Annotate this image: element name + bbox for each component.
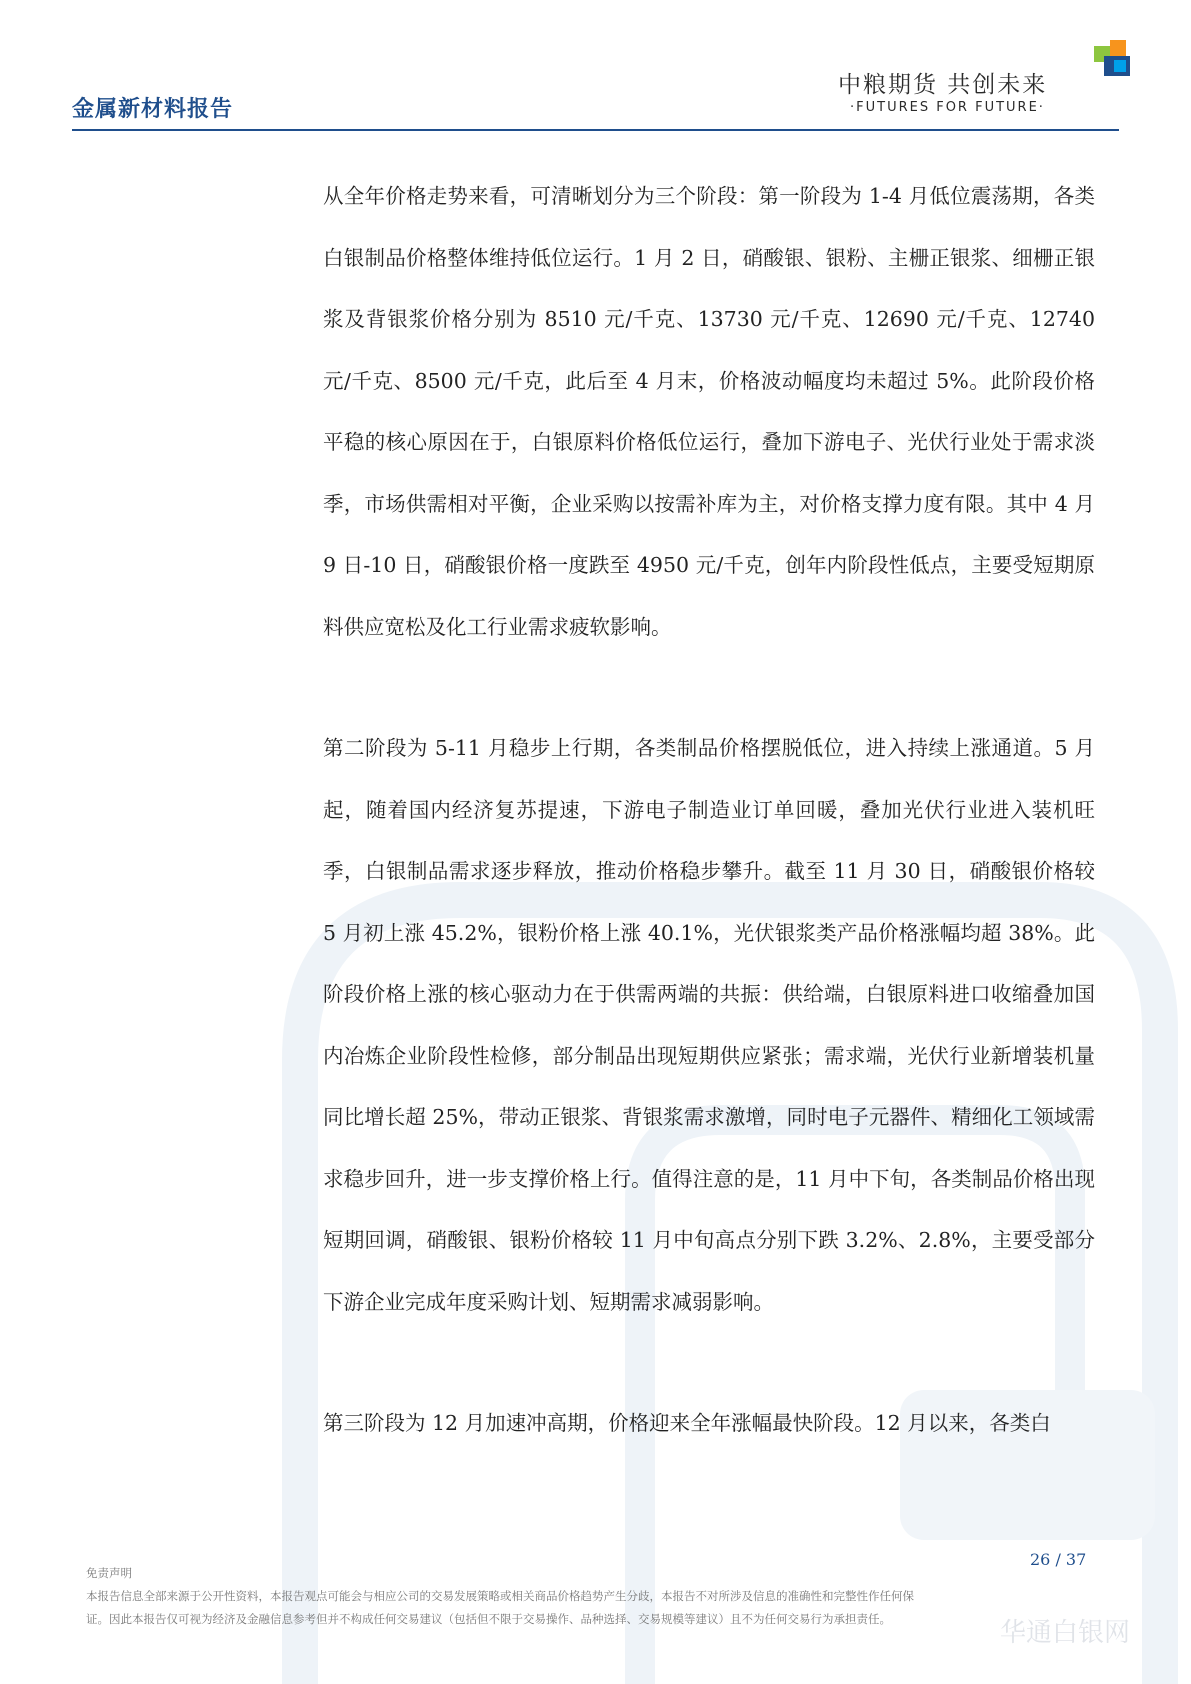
report-title: 金属新材料报告 [72, 97, 234, 122]
company-logo [1094, 40, 1134, 82]
disclaimer-title: 免责声明 [86, 1566, 132, 1580]
report-body [323, 166, 1095, 1515]
disclaimer [86, 1562, 1046, 1631]
paragraph-phase-two: 第二阶段为 5-11 月稳步上行期，各类制品价格摆脱低位，进入持续上涨通道。5 月起，随着国内经济复苏提速，下游电子制造业订单回暖，叠加光伏行业进入装机旺季，白银制品需求逐步释放，推动价格稳步攀升。截至 11 月 30 日，硝酸银价格较 5 月初上涨 45.2%，银粉价格上涨 40.1%，光伏银浆类产品价格涨幅均超 38%。此阶段价格上涨的核心驱动力在于供需两端的共振：供给端，白银原料进口收缩叠加国内冶炼企业阶段性检修，部分制品出现短期供应紧张；需求端，光伏行业新增装机量同比增长超 25%，带动正银浆、背银浆需求激增，同时电子元器件、精细化工领域需求稳步回升，进一步支撑价格上行。值得注意的是，11 月中下旬，各类制品价格出现短期回调，硝酸银、银粉价格较 11 月中旬高点分别下跌 3.2%、2.8%，主要受部分下游企业完成年度采购计划、短期需求减弱影响。 [323, 736, 1095, 1314]
paragraph-phase-three: 第三阶段为 12 月加速冲高期，价格迎来全年涨幅最快阶段。12 月以来，各类白 [323, 1411, 1051, 1435]
brand-slogan: ·FUTURES FOR FUTURE· [850, 100, 1045, 115]
disclaimer-line-2: 证。因此本报告仅可视为经济及金融信息参考但并不构成任何交易建议（包括但不限于交易操作、品种选择、交易规模等建议）且不为任何交易行为承担责任。 [86, 1612, 891, 1626]
disclaimer-line-1: 本报告信息全部来源于公开性资料，本报告观点可能会与相应公司的交易发展策略或相关商品价格趋势产生分歧，本报告不对所涉及信息的准确性和完整性作任何保 [86, 1589, 914, 1603]
paragraph-phase-one: 从全年价格走势来看，可清晰划分为三个阶段：第一阶段为 1-4 月低位震荡期，各类白银制品价格整体维持低位运行。1 月 2 日，硝酸银、银粉、主栅正银浆、细栅正银浆及背银浆价格分别为 8510 元/千克、13730 元/千克、12690 元/千克、12740 元/千克、8500 元/千克，此后至 4 月末，价格波动幅度均未超过 5%。此阶段价格平稳的核心原因在于，白银原料价格低位运行，叠加下游电子、光伏行业处于需求淡季，市场供需相对平衡，企业采购以按需补库为主，对价格支撑力度有限。其中 4 月 9 日-10 日，硝酸银价格一度跌至 4950 元/千克，创年内阶段性低点，主要受短期原料供应宽松及化工行业需求疲软影响。 [323, 184, 1095, 639]
page-number: 26 / 37 [1030, 1550, 1087, 1569]
site-watermark: 华通白银网 [1000, 1618, 1131, 1648]
header-divider [72, 129, 1119, 131]
brand-name: 中粮期货 共创未来 [838, 72, 1048, 98]
